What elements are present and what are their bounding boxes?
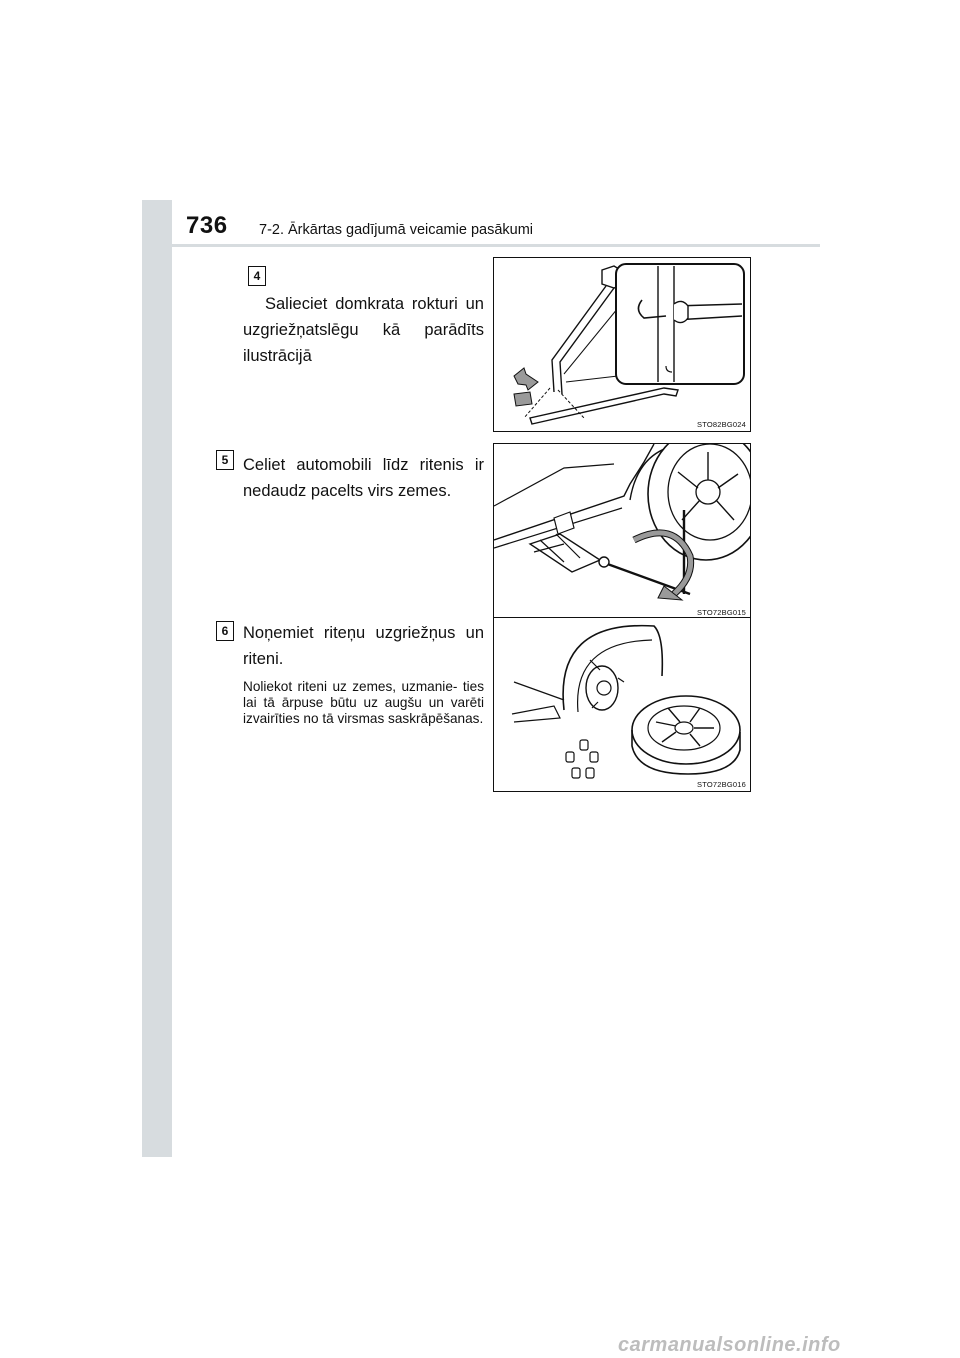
step-number-badge: 5 [216, 450, 234, 470]
step-instruction: Noņemiet riteņu uzgriežņus un riteni. [243, 624, 484, 668]
page-number: 736 [186, 212, 228, 239]
step-text-body: Salieciet domkrata rokturi un uzgriežņatslēgu kā parādīts ilustrācijā [243, 295, 484, 365]
footer-watermark: carmanualsonline.info [618, 1334, 841, 1356]
lifting-vehicle-illustration [494, 444, 750, 619]
section-title: 7-2. Ārkārtas gadījumā veicamie pasākumi [259, 222, 534, 238]
figure-code: STO82BG024 [697, 420, 746, 429]
figure-jack-handle-assembly [493, 257, 751, 432]
step-number-badge: 4 [248, 266, 266, 286]
figure-code: STO72BG015 [697, 608, 746, 617]
step-number-badge: 6 [216, 621, 234, 641]
header-rule [142, 244, 820, 247]
figure-removing-wheel [493, 617, 751, 792]
step-instruction: Celiet automobili līdz ritenis ir nedaudz pacelts virs zemes. [243, 456, 484, 500]
jack-handle-illustration [494, 258, 750, 431]
figure-code: STO72BG016 [697, 780, 746, 789]
page-sidebar-band [142, 200, 172, 1157]
step-instruction [243, 291, 484, 369]
step-note: Noliekot riteni uz zemes, uzmanie- ties lai tā ārpuse būtu uz augšu un varēti izvairīties no tā virsmas saskrāpēšanas. [243, 679, 484, 726]
removing-wheel-illustration [494, 618, 750, 791]
figure-lifting-vehicle [493, 443, 751, 620]
